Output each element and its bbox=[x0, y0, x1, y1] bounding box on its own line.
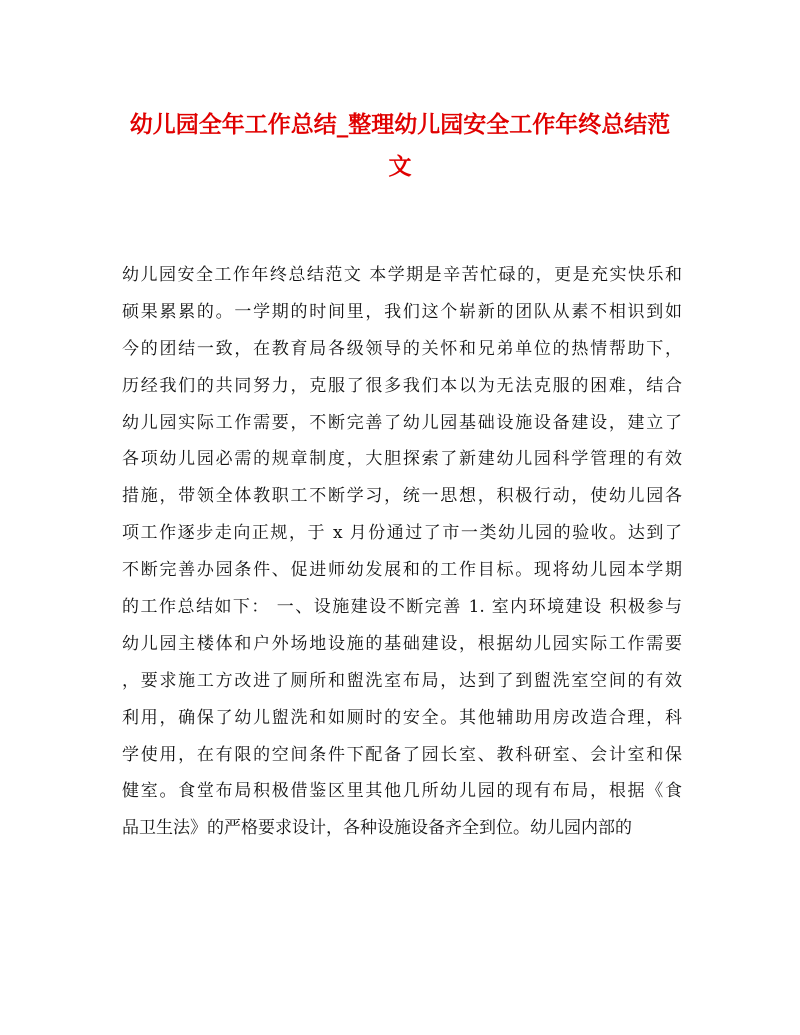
body-line: 硕果累累的。一学期的时间里，我们这个崭新的团队从素不相识到如 bbox=[122, 301, 682, 322]
document-title bbox=[100, 104, 700, 188]
document-body bbox=[122, 257, 682, 847]
title-line-1: 幼儿园全年工作总结_整理幼儿园安全工作年终总结范 bbox=[129, 111, 671, 138]
body-line: 健室。食堂布局积极借鉴区里其他几所幼儿园的现有布局，根据《食 bbox=[122, 781, 682, 802]
title-line-2: 文 bbox=[388, 153, 412, 180]
body-line: 项工作逐步走向正规，于 x 月份通过了市一类幼儿园的验收。达到了 bbox=[122, 523, 682, 544]
body-line: 利用，确保了幼儿盥洗和如厕时的安全。其他辅助用房改造合理，科 bbox=[122, 707, 682, 728]
body-line: 不断完善办园条件、促进师幼发展和的工作目标。现将幼儿园本学期 bbox=[122, 560, 682, 581]
body-line: 幼儿园主楼体和户外场地设施的基础建设，根据幼儿园实际工作需要 bbox=[122, 633, 682, 654]
body-line: 幼儿园实际工作需要，不断完善了幼儿园基础设施设备建设，建立了 bbox=[122, 412, 682, 433]
body-line: 品卫生法》的严格要求设计，各种设施设备齐全到位。幼儿园内部的 bbox=[122, 818, 632, 839]
body-line: 措施，带领全体教职工不断学习，统一思想，积极行动，使幼儿园各 bbox=[122, 486, 682, 507]
body-line: 学使用，在有限的空间条件下配备了园长室、教科研室、会计室和保 bbox=[122, 744, 682, 765]
body-line: 今的团结一致，在教育局各级领导的关怀和兄弟单位的热情帮助下， bbox=[122, 338, 682, 359]
body-line: 幼儿园安全工作年终总结范文 本学期是辛苦忙碌的，更是充实快乐和 bbox=[122, 265, 682, 285]
body-line: 的工作总结如下： 一、设施建设不断完善 1. 室内环境建设 积极参与 bbox=[122, 597, 682, 618]
body-line: ，要求施工方改进了厕所和盥洗室布局，达到了到盥洗室空间的有效 bbox=[122, 670, 682, 691]
body-line: 各项幼儿园必需的规章制度，大胆探索了新建幼儿园科学管理的有效 bbox=[122, 449, 682, 470]
body-line: 历经我们的共同努力，克服了很多我们本以为无法克服的困难，结合 bbox=[122, 375, 682, 396]
